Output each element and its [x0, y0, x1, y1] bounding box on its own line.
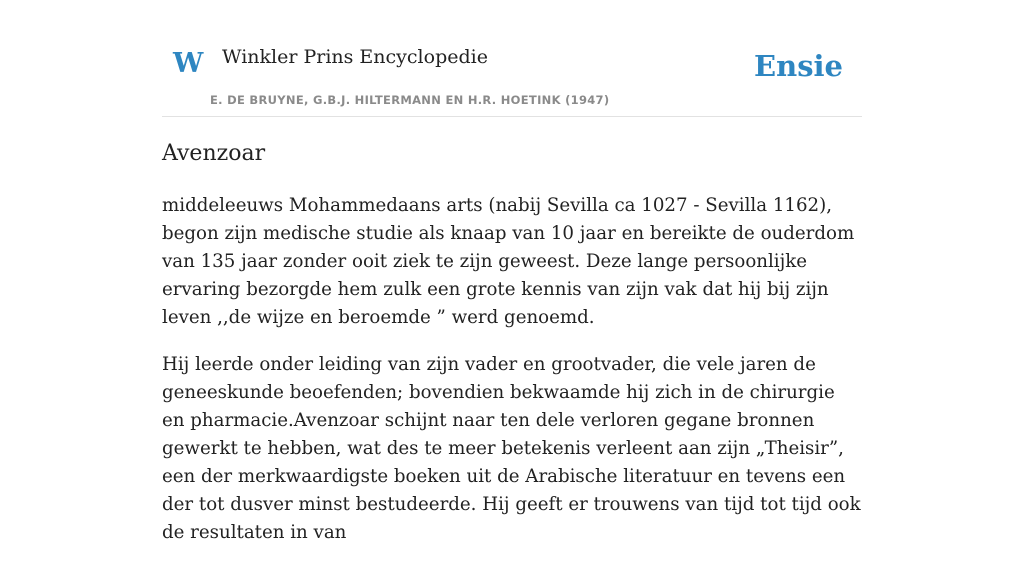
article-paragraph-1: middeleeuws Mohammedaans arts (nabij Sevilla ca 1027 - Sevilla 1162), begon zijn medische studie als knaap van 10 jaar en bereikte de ouderdom van 135 jaar zonder ooit ziek te zijn geweest. Deze lange persoonlijke ervaring bezorgde hem zulk een grote kennis van zijn vak dat hij bij zijn leven ,,de wijze en beroemde ” werd genoemd.: [162, 195, 855, 328]
article-body: [162, 192, 862, 566]
source-logo[interactable]: W: [173, 48, 204, 79]
source-authors: E. DE BRUYNE, G.B.J. HILTERMANN EN H.R. HOETINK (1947): [210, 93, 610, 107]
article-title: Avenzoar: [162, 141, 266, 166]
source-title[interactable]: Winkler Prins Encyclopedie: [222, 46, 488, 68]
brand-logo-link[interactable]: Ensie: [754, 49, 843, 83]
source-header: [162, 0, 862, 117]
article-paragraph-2: Hij leerde onder leiding van zijn vader en grootvader, die vele jaren de geneeskunde beoefenden; bovendien bekwaamde hij zich in de chirurgie en pharmacie.Avenzoar schijnt naar ten dele verloren gegane bronnen gewerkt te hebben, wat des te meer betekenis verleent aan zijn „Theisir”, een der merkwaardigste boeken uit de Arabische literatuur en tevens een der tot dusver minst bestudeerde. Hij geeft er trouwens van tijd tot tijd ook de resultaten in van: [162, 354, 861, 543]
